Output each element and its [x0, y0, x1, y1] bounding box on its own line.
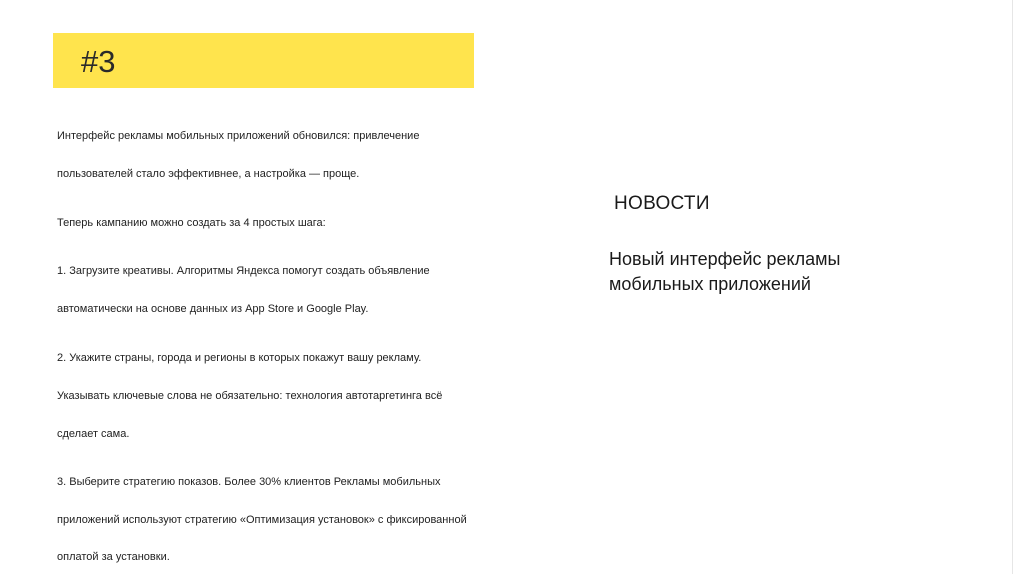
article-line: 3. Выберите стратегию показов. Более 30% клиентов Рекламы мобильных	[57, 476, 441, 488]
article-line: Интерфейс рекламы мобильных приложений обновился: привлечение	[57, 130, 420, 142]
slide-edge-divider	[1012, 0, 1013, 574]
section-label: НОВОСТИ	[614, 193, 710, 214]
headline-line: Новый интерфейс рекламы	[609, 249, 841, 269]
headline-line: мобильных приложений	[609, 274, 811, 294]
news-headline	[609, 247, 949, 297]
article-line: автоматически на основе данных из App Store и Google Play.	[57, 303, 369, 315]
number-banner	[53, 33, 474, 88]
article-line: Теперь кампанию можно создать за 4 простых шага:	[57, 217, 326, 229]
article-line: 1. Загрузите креативы. Алгоритмы Яндекса помогут создать объявление	[57, 265, 430, 277]
slide-number: #3	[81, 44, 116, 79]
article-line: 2. Укажите страны, города и регионы в которых покажут вашу рекламу.	[57, 352, 422, 364]
article-line: оплатой за установки.	[57, 551, 170, 563]
article-line: Указывать ключевые слова не обязательно: технология автотаргетинга всё	[57, 390, 443, 402]
article-line: пользователей стало эффективнее, а настройка — проще.	[57, 168, 360, 180]
article-line: приложений используют стратегию «Оптимизация установок» с фиксированной	[57, 514, 467, 526]
article-line: сделает сама.	[57, 428, 130, 440]
